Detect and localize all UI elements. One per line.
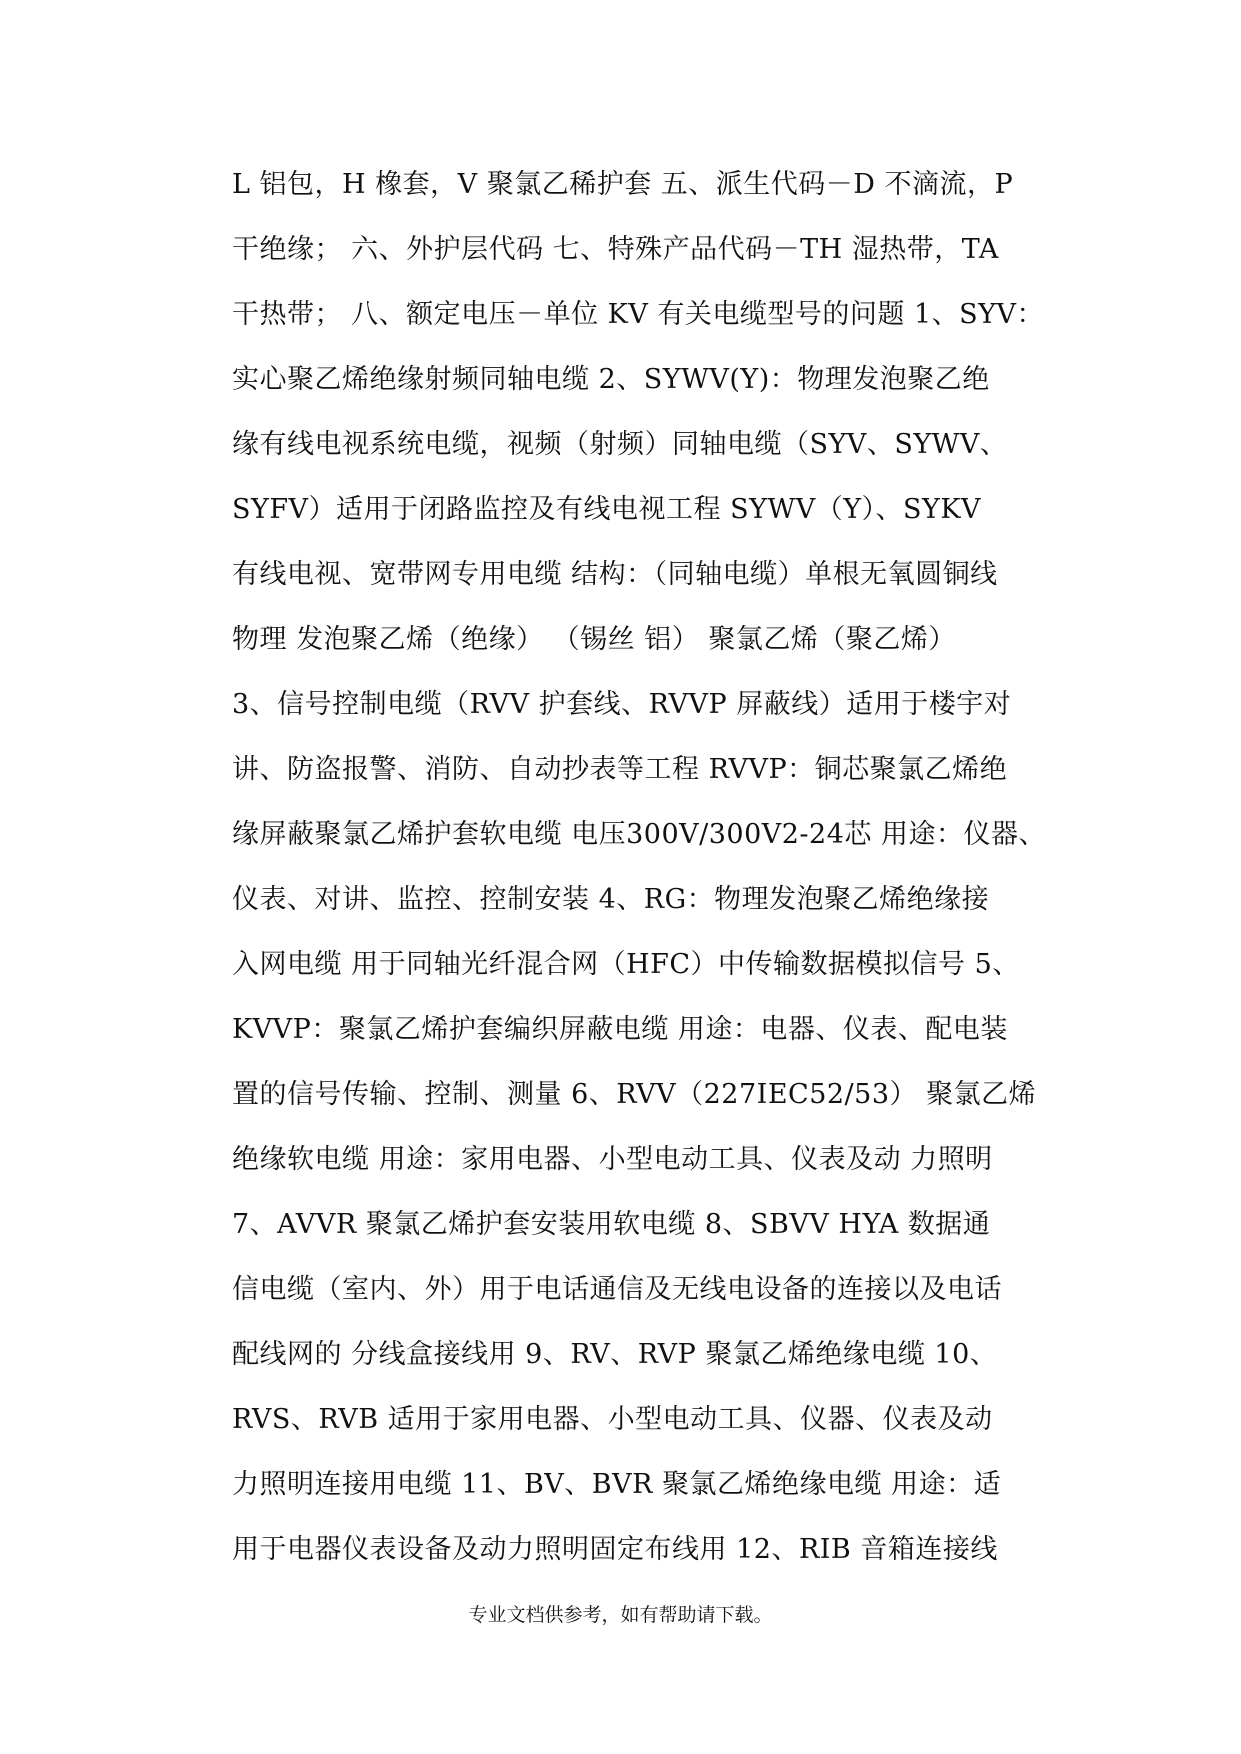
text-line: L 铝包，H 橡套，V 聚氯乙稀护套 五、派生代码－D 不滴流，P	[232, 169, 1014, 200]
text-line: 用于电器仪表设备及动力照明固定布线用 12、RIB 音箱连接线	[232, 1534, 998, 1565]
text-line: 绝缘软电缆 用途：家用电器、小型电动工具、仪表及动 力照明	[232, 1144, 993, 1175]
text-line: 仪表、对讲、监控、控制安装 4、RG：物理发泡聚乙烯绝缘接	[232, 884, 990, 915]
text-line: 讲、防盗报警、消防、自动抄表等工程 RVVP：铜芯聚氯乙烯绝	[232, 754, 1008, 785]
text-line: 信电缆（室内、外）用于电话通信及无线电设备的连接以及电话	[232, 1274, 1002, 1305]
text-line: 力照明连接用电缆 11、BV、BVR 聚氯乙烯绝缘电缆 用途：适	[232, 1469, 1002, 1500]
text-line: 有线电视、宽带网专用电缆 结构：（同轴电缆）单根无氧圆铜线	[232, 559, 998, 590]
text-line: 干绝缘； 六、外护层代码 七、特殊产品代码－TH 湿热带，TA	[232, 234, 999, 265]
text-line: RVS、RVB 适用于家用电器、小型电动工具、仪器、仪表及动	[232, 1404, 993, 1435]
text-line: 缘屏蔽聚氯乙烯护套软电缆 电压300V/300V2-24芯 用途：仪器、	[232, 819, 1046, 850]
text-line: 缘有线电视系统电缆，视频（射频）同轴电缆（SYV、SYWV、	[232, 429, 1008, 460]
text-line: 7、AVVR 聚氯乙烯护套安装用软电缆 8、SBVV HYA 数据通	[232, 1209, 991, 1240]
text-line: 置的信号传输、控制、测量 6、RVV（227IEC52/53） 聚氯乙烯	[232, 1079, 1037, 1110]
text-line: 干热带； 八、额定电压－单位 KV 有关电缆型号的问题 1、SYV：	[232, 299, 1044, 330]
page-footer: 专业文档供参考，如有帮助请下载。	[468, 1604, 773, 1626]
text-line: SYFV）适用于闭路监控及有线电视工程 SYWV（Y）、SYKV	[232, 494, 982, 525]
text-line: KVVP：聚氯乙烯护套编织屏蔽电缆 用途：电器、仪表、配电装	[232, 1014, 1008, 1045]
text-line: 实心聚乙烯绝缘射频同轴电缆 2、SYWV(Y)：物理发泡聚乙绝	[232, 364, 990, 395]
text-line: 配线网的 分线盒接线用 9、RV、RVP 聚氯乙烯绝缘电缆 10、	[232, 1339, 998, 1370]
text-line: 3、信号控制电缆（RVV 护套线、RVVP 屏蔽线）适用于楼宇对	[232, 689, 1012, 720]
text-line: 入网电缆 用于同轴光纤混合网（HFC）中传输数据模拟信号 5、	[232, 949, 1020, 980]
text-line: 物理 发泡聚乙烯（绝缘） （锡丝 铝） 聚氯乙烯（聚乙烯）	[232, 624, 956, 655]
body-text	[232, 155, 1062, 1585]
